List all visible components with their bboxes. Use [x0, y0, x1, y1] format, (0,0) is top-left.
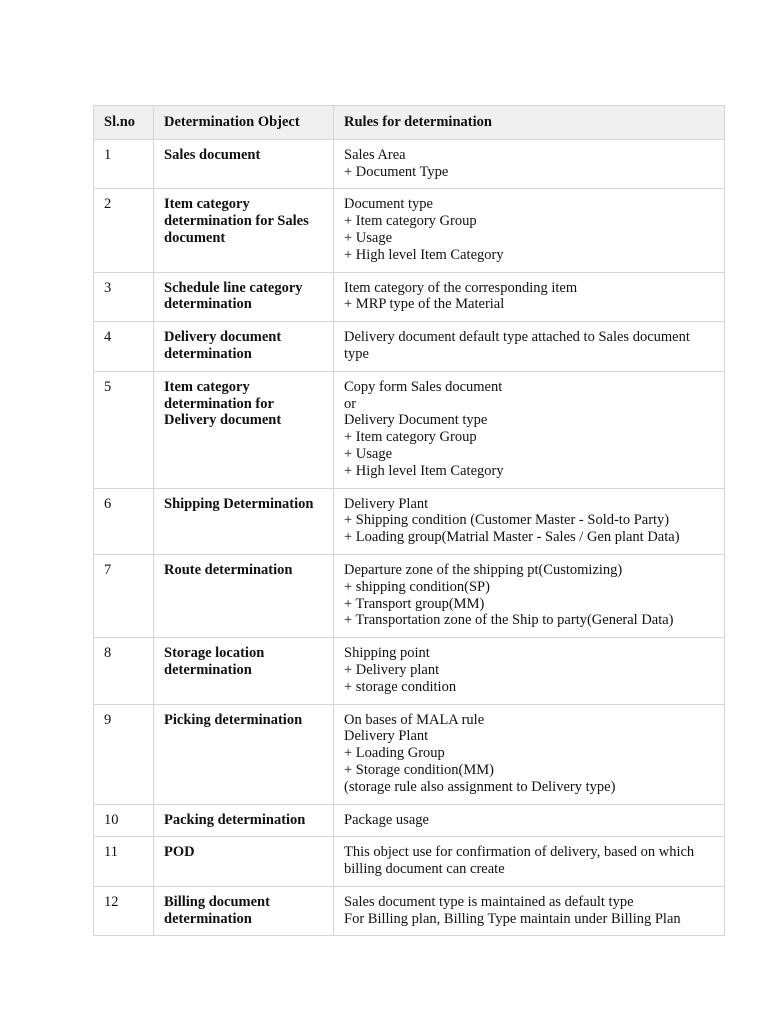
row-determination-object: Route determination	[154, 554, 334, 637]
row-rules	[334, 371, 725, 488]
rule-line: + Item category Group	[344, 429, 477, 446]
rule-line: This object use for confirmation of delivery, based on which billing document can create	[344, 844, 695, 878]
row-rules	[334, 488, 725, 554]
rule-line: Delivery Document type	[344, 412, 488, 429]
row-determination-object: Schedule line category determination	[154, 272, 334, 322]
row-rules	[334, 638, 725, 704]
row-slno: 7	[94, 554, 154, 637]
header-slno: Sl.no	[94, 106, 154, 140]
header-rules: Rules for determination	[334, 106, 725, 140]
row-determination-object: Shipping Determination	[154, 488, 334, 554]
row-slno: 10	[94, 804, 154, 837]
rule-line: + Transportation zone of the Ship to party(General Data)	[344, 612, 674, 629]
rule-line: Delivery Plant	[344, 495, 429, 512]
row-rules	[334, 322, 725, 372]
table-row	[94, 704, 725, 804]
row-slno: 4	[94, 322, 154, 372]
header-determination-object: Determination Object	[154, 106, 334, 140]
rule-line: or	[344, 395, 357, 412]
row-rules	[334, 804, 725, 837]
row-rules	[334, 554, 725, 637]
table-row	[94, 272, 725, 322]
row-rules	[334, 189, 725, 272]
rule-line: + Document Type	[344, 163, 449, 180]
row-rules	[334, 886, 725, 936]
row-determination-object: Item category determination for Delivery document	[154, 371, 334, 488]
rule-line: + shipping condition(SP)	[344, 578, 490, 595]
table-row	[94, 371, 725, 488]
table-row	[94, 139, 725, 189]
rule-line: + Usage	[344, 229, 393, 246]
rule-line: + Shipping condition (Customer Master - Sold-to Party)	[344, 512, 670, 529]
row-slno: 12	[94, 886, 154, 936]
row-rules	[334, 139, 725, 189]
row-determination-object: Item category determination for Sales document	[154, 189, 334, 272]
determination-table	[93, 105, 725, 936]
table-row	[94, 804, 725, 837]
row-slno: 9	[94, 704, 154, 804]
row-slno: 8	[94, 638, 154, 704]
rule-line: + Delivery plant	[344, 661, 440, 678]
rule-line: + High level Item Category	[344, 246, 504, 263]
row-determination-object: POD	[154, 837, 334, 887]
rule-line: Copy form Sales document	[344, 378, 503, 395]
row-slno: 6	[94, 488, 154, 554]
rule-line: + Loading Group	[344, 745, 445, 762]
row-determination-object: Picking determination	[154, 704, 334, 804]
row-slno: 3	[94, 272, 154, 322]
rule-line: Departure zone of the shipping pt(Customizing)	[344, 561, 623, 578]
row-rules	[334, 837, 725, 887]
rule-line: On bases of MALA rule	[344, 711, 485, 728]
rule-line: Shipping point	[344, 645, 430, 662]
rule-line: + MRP type of the Material	[344, 296, 505, 313]
row-rules	[334, 272, 725, 322]
table-row	[94, 638, 725, 704]
table-row	[94, 837, 725, 887]
rule-line: For Billing plan, Billing Type maintain under Billing Plan	[344, 910, 681, 927]
rule-line: Delivery document default type attached to Sales document type	[344, 329, 690, 362]
rule-line: + Transport group(MM)	[344, 595, 485, 612]
table-body	[94, 139, 725, 936]
table-row	[94, 886, 725, 936]
row-determination-object: Storage location determination	[154, 638, 334, 704]
table-row	[94, 554, 725, 637]
rule-line: + Item category Group	[344, 213, 477, 230]
rule-line: Item category of the corresponding item	[344, 279, 578, 296]
row-slno: 5	[94, 371, 154, 488]
row-slno: 1	[94, 139, 154, 189]
rule-line: Delivery Plant	[344, 728, 429, 745]
table-row	[94, 189, 725, 272]
row-determination-object: Sales document	[154, 139, 334, 189]
rule-line: Sales Area	[344, 146, 406, 163]
rule-line: Sales document type is maintained as default type	[344, 893, 634, 910]
table-header	[94, 106, 725, 140]
row-determination-object: Billing document determination	[154, 886, 334, 936]
rule-line: + Loading group(Matrial Master - Sales / Gen plant Data)	[344, 529, 680, 546]
rule-line: + High level Item Category	[344, 462, 504, 479]
row-determination-object: Packing determination	[154, 804, 334, 837]
rule-line: + storage condition	[344, 678, 457, 695]
table-row	[94, 488, 725, 554]
rule-line: + Storage condition(MM)	[344, 761, 494, 778]
rule-line: Package usage	[344, 811, 429, 828]
rule-line: + Usage	[344, 445, 393, 462]
rule-line: (storage rule also assignment to Delivery type)	[344, 778, 616, 795]
row-rules	[334, 704, 725, 804]
row-slno: 11	[94, 837, 154, 887]
row-slno: 2	[94, 189, 154, 272]
table-row	[94, 322, 725, 372]
header-row	[94, 106, 725, 140]
rule-line: Document type	[344, 196, 433, 213]
row-determination-object: Delivery document determination	[154, 322, 334, 372]
